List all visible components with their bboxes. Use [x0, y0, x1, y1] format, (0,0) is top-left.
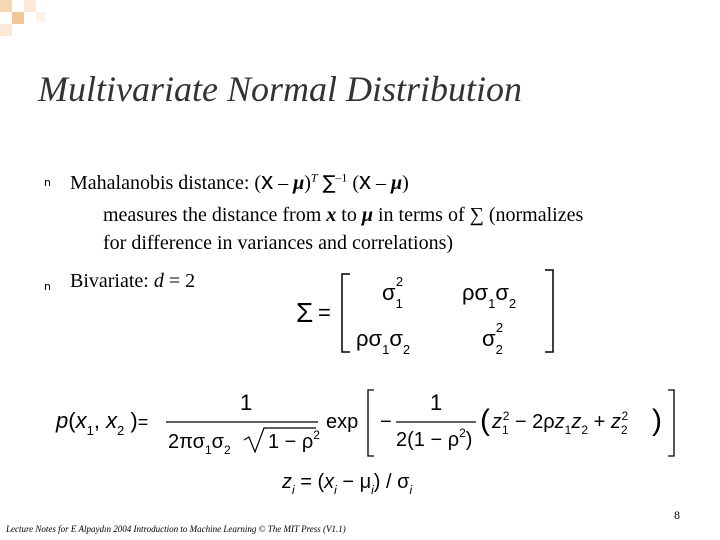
bivariate-value: = 2 — [163, 270, 196, 292]
bivariate-density-equation — [54, 382, 684, 462]
svg-text:exp: exp — [326, 411, 359, 433]
svg-text:zi = (xi − μi) / σi: $z_i = (x_i - \mu_i) / \sigma_i$ — [282, 471, 413, 497]
standardization-equation — [280, 462, 480, 498]
svg-text:σ22: $\sigma_22$ — [482, 320, 504, 357]
slide-title: Multivariate Normal Distribution — [38, 69, 523, 109]
desc-rest: in terms of ∑ (normalizes — [372, 204, 584, 226]
desc-x: x — [326, 204, 337, 226]
bullet-marker: n — [44, 280, 51, 293]
mahalanobis-description — [103, 204, 583, 227]
desc-mu: μ — [361, 204, 373, 226]
svg-text:ρσ1σ2: $\rho\sigma_1\sigma_2$ — [356, 326, 411, 357]
svg-text:(: ( — [480, 404, 490, 437]
svg-text:1 − ρ2: $1 - \rho^2$ — [268, 428, 320, 453]
bullet-mahalanobis — [70, 168, 409, 196]
svg-text:z12 − 2ρz1z2 + z22: $z_12 - 2\rho z_1z_2 + z_22$ — [492, 409, 629, 437]
page-number: 8 — [674, 508, 680, 522]
desc-to: to — [336, 204, 362, 226]
bullet-marker: n — [44, 176, 51, 189]
covariance-matrix — [290, 262, 560, 362]
bivariate-d: d — [153, 270, 164, 292]
mahalanobis-label: Mahalanobis distance: — [70, 172, 255, 194]
svg-text:ρσ1σ2: $\rho\sigma_1\sigma_2$ — [462, 280, 517, 311]
svg-text:1: 1 — [240, 390, 253, 415]
svg-text:σ12: $\sigma_12$ — [382, 274, 404, 311]
svg-text:): ) — [652, 404, 662, 437]
svg-text:1: 1 — [430, 390, 443, 415]
svg-text:2πσ1σ2: $2\pi\sigma_1\sigma_2$ — [168, 431, 231, 457]
svg-text:2(1 − ρ2): $2(1 - \rho^2)$ — [396, 426, 473, 451]
svg-text:−: − — [380, 411, 392, 433]
footer-credit: Lecture Notes for E Alpaydın 2004 Introduction to Machine Learning © The MIT Press (V1.1) — [6, 524, 346, 534]
svg-text:=: = — [318, 300, 331, 325]
svg-text:p(x1, x2 )=: $p(x_1$, $x_2$ )= — [56, 408, 149, 438]
mahalanobis-formula: (x – μ)$^T$ ∑$^{-1}$ (x – μ) — [254, 168, 409, 195]
bullet-bivariate — [70, 270, 195, 293]
corner-decoration — [0, 0, 60, 40]
desc-part: measures the distance from — [103, 204, 327, 226]
bivariate-label: Bivariate: — [70, 270, 154, 292]
mahalanobis-description-2: for difference in variances and correlations) — [103, 232, 454, 254]
svg-text:Σ: Σ — [296, 297, 314, 328]
